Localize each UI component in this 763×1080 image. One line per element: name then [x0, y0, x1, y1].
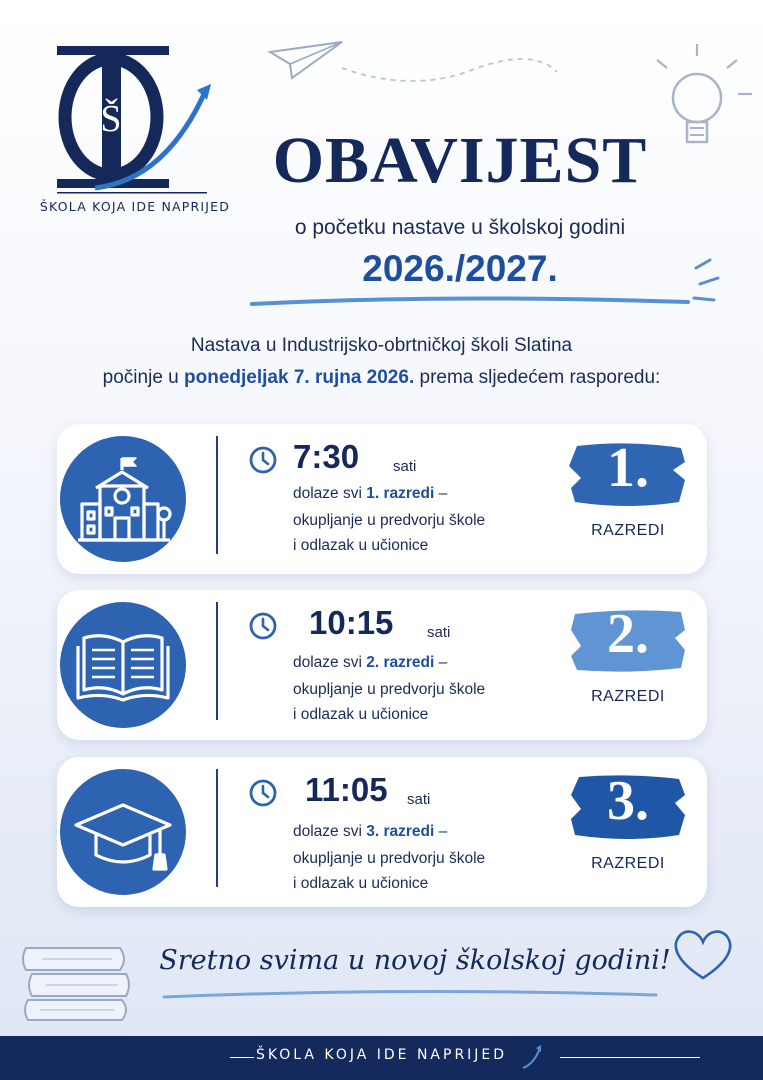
- line-text: –: [434, 485, 448, 502]
- arrival-time: 7:30: [293, 438, 360, 475]
- logo-letter: Š: [100, 98, 122, 140]
- arrival-time: 10:15: [309, 604, 394, 641]
- line-text: –: [434, 654, 448, 671]
- school-year: 2026./2027.: [362, 248, 558, 289]
- start-date: ponedjeljak 7. rujna 2026.: [184, 367, 415, 388]
- line-text: dolaze svi: [293, 485, 367, 502]
- card-line-3: i odlazak u učionice: [293, 706, 429, 723]
- line-text: dolaze svi: [293, 823, 367, 840]
- grade-label: RAZREDI: [591, 688, 665, 705]
- grade-label: RAZREDI: [591, 855, 665, 872]
- grade-number: 3.: [607, 770, 649, 832]
- card-icon-circle: [60, 769, 186, 895]
- time-unit: sati: [407, 791, 431, 808]
- grade-label: RAZREDI: [591, 522, 665, 539]
- closing-message: Sretno svima u novoj školskoj godini!: [159, 945, 671, 976]
- card-divider: [216, 436, 218, 554]
- card-line-1: [293, 485, 447, 503]
- grade-number: 2.: [607, 603, 649, 665]
- grade-number: 1.: [607, 437, 649, 499]
- card-line-1: [293, 654, 447, 672]
- card-line-2: okupljanje u predvorju škole: [293, 681, 486, 698]
- intro-line-1: Nastava u Industrijsko-obrtničkoj školi Slatina: [190, 335, 573, 356]
- year-underline: [248, 258, 728, 314]
- schedule-card-2: [57, 590, 707, 740]
- graduation-cap-icon: [60, 769, 186, 895]
- page-subtitle: o početku nastave u školskoj godini: [294, 216, 626, 239]
- card-divider: [216, 602, 218, 720]
- card-icon-circle: [60, 602, 186, 728]
- school-logo: [55, 40, 215, 220]
- school-building-icon: [60, 436, 186, 562]
- time-unit: sati: [427, 624, 451, 641]
- books-stack-icon: [22, 940, 134, 1030]
- card-divider: [216, 769, 218, 887]
- intro-line-2-after: prema sljedećem rasporedu:: [414, 367, 661, 388]
- line-text: –: [434, 823, 448, 840]
- class-highlight: 1. razredi: [366, 485, 435, 502]
- clock-icon: [249, 446, 277, 474]
- card-line-2: okupljanje u predvorju škole: [293, 512, 486, 529]
- paper-plane-icon: [262, 38, 562, 98]
- schedule-card-3: [57, 757, 707, 907]
- open-book-icon: [60, 602, 186, 728]
- schedule-card-1: [57, 424, 707, 574]
- class-highlight: 3. razredi: [366, 823, 435, 840]
- time-unit: sati: [393, 458, 417, 475]
- card-line-3: i odlazak u učionice: [293, 875, 429, 892]
- clock-icon: [249, 612, 277, 640]
- card-line-1: [293, 823, 447, 841]
- intro-line-2-before: počinje u: [102, 367, 185, 388]
- card-line-3: i odlazak u učionice: [293, 537, 429, 554]
- clock-icon: [249, 779, 277, 807]
- closing-underline: [160, 985, 660, 1005]
- logo-tagline: ŠKOLA KOJA IDE NAPRIJED: [39, 199, 231, 214]
- line-text: dolaze svi: [293, 654, 367, 671]
- card-line-2: okupljanje u predvorju škole: [293, 850, 486, 867]
- footer-tagline: ŠKOLA KOJA IDE NAPRIJED: [255, 1047, 508, 1063]
- card-icon-circle: [60, 436, 186, 562]
- page-title: OBAVIJEST: [272, 124, 648, 197]
- class-highlight: 2. razredi: [366, 654, 435, 671]
- heart-icon: [670, 924, 736, 984]
- arrival-time: 11:05: [305, 771, 388, 808]
- intro-line-2: [40, 367, 723, 389]
